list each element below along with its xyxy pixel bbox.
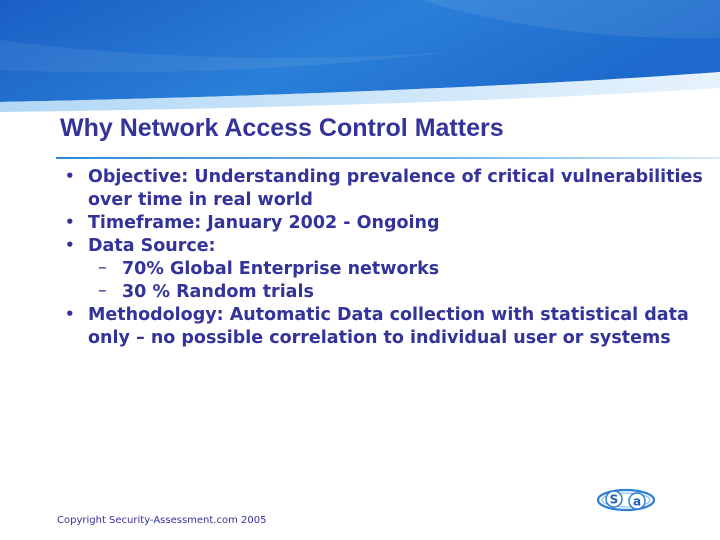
bullet-text: Methodology: Automatic Data collection with statistical data only – no possible correlation to individual user or systems [88,305,689,348]
copyright-footer: Copyright Security-Assessment.com 2005 [57,515,267,526]
sub-bullet-glyph: – [98,281,107,301]
sub-bullet-item [60,258,710,281]
bullet-text: Objective: Understanding prevalence of critical vulnerabilities over time in real world [88,167,703,210]
logo-letter-s: S [609,492,619,507]
bullet-item [60,235,710,258]
bullet-item [60,304,710,350]
sub-bullet-text: 70% Global Enterprise networks [122,259,440,279]
bullet-item [60,166,710,212]
logo-letter-a: a [632,494,642,509]
bullet-glyph: • [65,305,75,323]
slide-title: Why Network Access Control Matters [60,114,504,142]
sub-bullet-item [60,281,710,304]
bullet-item [60,212,710,235]
sub-bullet-text: 30 % Random trials [122,282,314,302]
bullet-glyph: • [65,213,75,231]
bullet-text: Data Source: [88,236,216,256]
bullet-glyph: • [65,236,75,254]
title-divider [56,157,720,159]
bullet-list [60,166,710,350]
bullet-text: Timeframe: January 2002 - Ongoing [88,213,440,233]
security-assessment-logo-icon [596,487,656,513]
bullet-glyph: • [65,167,75,185]
sub-bullet-glyph: – [98,258,107,278]
